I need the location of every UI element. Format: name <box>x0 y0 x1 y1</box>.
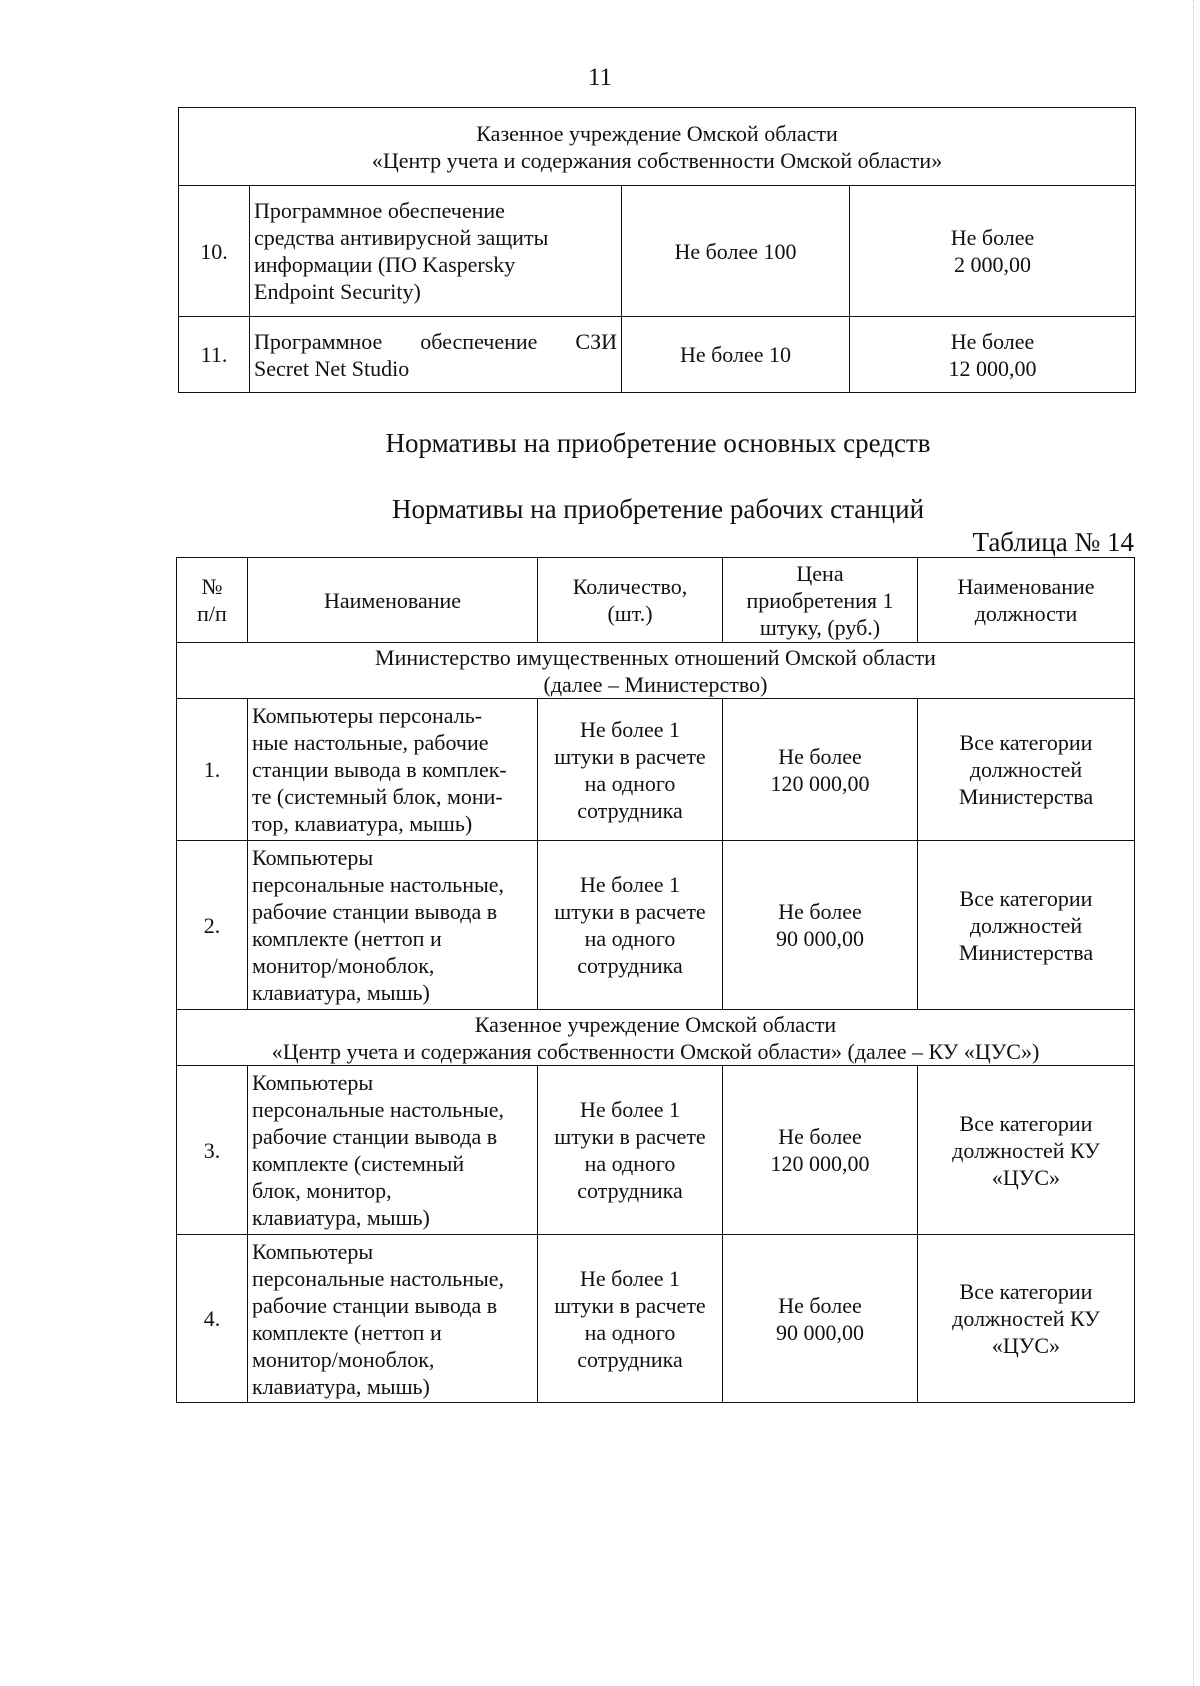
item-name-line: персональные настольные, <box>252 1265 505 1291</box>
price-line: Не более <box>778 1292 862 1318</box>
row-number: 11. <box>179 317 250 393</box>
price <box>723 1235 918 1403</box>
section-header-line: «Центр учета и содержания собственности Омской области» (далее – КУ «ЦУС») <box>271 1038 1040 1064</box>
item-name-line: клавиатура, мышь) <box>252 1205 430 1230</box>
row-number: 10. <box>179 186 250 317</box>
workstation-norms-table <box>176 557 1135 1403</box>
header-line: штуку, (руб.) <box>759 614 881 640</box>
quantity-line: сотрудника <box>577 953 683 978</box>
position <box>918 1235 1135 1403</box>
item-name-line: Программное обеспечение <box>254 198 505 223</box>
quantity-line: штуки в расчете <box>554 743 706 769</box>
table-row <box>177 1235 1135 1403</box>
item-name-line: рабочие станции вывода в <box>252 899 498 924</box>
row-number: 3. <box>177 1066 248 1235</box>
page-number: 11 <box>587 64 613 91</box>
quantity <box>538 1066 723 1235</box>
quantity-line: штуки в расчете <box>554 1124 706 1149</box>
item-name-line: Компьютеры <box>252 1238 374 1264</box>
header-line: № <box>201 574 223 599</box>
quantity <box>538 1235 723 1403</box>
table-caption: Таблица № 14 <box>972 527 1134 557</box>
header-line: Количество, <box>572 574 688 599</box>
position-line: Министерства <box>958 784 1094 809</box>
price-line: Не более <box>778 1124 862 1149</box>
item-name-line: рабочие станции вывода в <box>252 1124 498 1149</box>
position-line: «ЦУС» <box>991 1333 1061 1358</box>
table-row <box>177 841 1135 1010</box>
position <box>918 841 1135 1010</box>
item-name <box>250 186 622 317</box>
quantity-line: Не более 1 <box>579 1097 681 1122</box>
table-row <box>177 699 1135 841</box>
item-name-line: клавиатура, мышь) <box>252 980 430 1005</box>
item-name-line: Компьютеры персональ- <box>252 703 483 728</box>
row-number: 1. <box>177 699 248 841</box>
quantity-line: штуки в расчете <box>554 1292 706 1318</box>
price-line: 12 000,00 <box>948 355 1037 381</box>
item-name-line: персональные настольные, <box>252 1097 505 1122</box>
position-line: Все категории <box>959 1110 1093 1136</box>
item-name <box>248 1235 538 1403</box>
header-line: Цена <box>796 560 844 586</box>
column-header-quantity <box>538 558 723 643</box>
section-heading: Нормативы на приобретение основных средств <box>385 428 931 458</box>
item-name-line: Компьютеры <box>252 1070 374 1095</box>
price-line: 90 000,00 <box>776 926 864 951</box>
subsection-heading: Нормативы на приобретение рабочих станций <box>391 494 925 524</box>
position-line: должностей <box>969 912 1083 938</box>
table-row <box>177 1066 1135 1235</box>
price-line: Не более <box>778 743 862 769</box>
quantity-line: Не более 1 <box>579 872 681 897</box>
price-line: Не более <box>778 899 862 924</box>
column-header-name <box>248 558 538 643</box>
section-header <box>179 108 1136 186</box>
row-number: 4. <box>177 1235 248 1403</box>
position <box>918 699 1135 841</box>
section-header-line: Казенное учреждение Омской области <box>476 120 838 146</box>
column-header-number <box>177 558 248 643</box>
item-name-line: Endpoint Security) <box>254 279 421 304</box>
section-header <box>177 1010 1135 1066</box>
price-line: Не более <box>950 328 1035 354</box>
item-name-line: клавиатура, мышь) <box>252 1373 430 1399</box>
quantity-line: штуки в расчете <box>554 899 706 924</box>
section-header-line: Казенное учреждение Омской области <box>474 1011 837 1037</box>
header-line: п/п <box>197 601 227 626</box>
position <box>918 1066 1135 1235</box>
item-name-line: ные настольные, рабочие <box>252 730 489 755</box>
position-line: Все категории <box>959 730 1093 755</box>
header-line: должности <box>974 601 1078 626</box>
scan-edge-line <box>1192 0 1194 1686</box>
item-name-line: тор, клавиатура, мышь) <box>252 811 473 836</box>
item-name-line: Компьютеры <box>252 845 374 870</box>
section-header <box>177 643 1135 699</box>
price <box>723 841 918 1010</box>
position-line: «ЦУС» <box>991 1164 1061 1190</box>
item-name-line: информации (ПО Kaspersky <box>254 252 516 277</box>
table-row <box>179 186 1136 317</box>
section-header-line: Министерство имущественных отношений Омской области <box>375 644 936 670</box>
position-line: Министерства <box>958 939 1094 965</box>
header-line: Наименование <box>957 574 1095 599</box>
item-name-line: комплекте (системный <box>252 1151 465 1176</box>
table-header-row <box>177 558 1135 643</box>
section-header-line: «Центр учета и содержания собственности Омской области» <box>371 147 943 173</box>
item-name-line: средства антивирусной защиты <box>254 225 549 250</box>
quantity-line: на одного <box>584 770 676 796</box>
price-line: 2 000,00 <box>954 252 1032 277</box>
quantity-line: сотрудника <box>577 1346 683 1372</box>
item-name-line: комплекте (неттоп и <box>252 1319 442 1345</box>
quantity <box>538 699 723 841</box>
price-line: 120 000,00 <box>770 770 870 796</box>
item-name-line: рабочие станции вывода в <box>252 1292 498 1318</box>
position-line: должностей КУ <box>952 1306 1100 1331</box>
item-name-line: Secret Net Studio <box>254 355 410 381</box>
row-number: 2. <box>177 841 248 1010</box>
header-line: приобретения 1 <box>746 587 894 613</box>
price <box>723 1066 918 1235</box>
quantity-line: Не более 1 <box>579 1265 681 1291</box>
quantity-line: сотрудника <box>577 1178 683 1203</box>
item-name-line: Программное обеспечение СЗИ <box>254 328 617 354</box>
item-name-line: станции вывода в комплек- <box>252 757 507 782</box>
item-name <box>248 1066 538 1235</box>
price <box>850 186 1136 317</box>
quantity-line: на одного <box>584 926 676 951</box>
item-name-line: монитор/моноблок, <box>252 953 435 978</box>
software-norms-table <box>178 107 1136 393</box>
item-name <box>248 699 538 841</box>
column-header-position <box>918 558 1135 643</box>
quantity-line: Не более 1 <box>579 716 681 742</box>
header-line: (шт.) <box>607 601 653 626</box>
quantity-line: сотрудника <box>577 797 683 823</box>
section-header-line: (далее – Министерство) <box>543 671 768 697</box>
item-name-line: комплекте (неттоп и <box>252 926 442 951</box>
quantity-line: на одного <box>584 1319 676 1345</box>
position-line: Все категории <box>959 885 1093 911</box>
item-name-line: блок, монитор, <box>252 1178 392 1203</box>
price <box>850 317 1136 393</box>
quantity <box>538 841 723 1010</box>
item-name <box>248 841 538 1010</box>
price <box>723 699 918 841</box>
position-line: должностей КУ <box>952 1137 1100 1163</box>
header-line: Наименование <box>323 587 462 613</box>
position-line: должностей <box>969 757 1083 782</box>
item-name-line: монитор/моноблок, <box>252 1346 435 1372</box>
quantity: Не более 100 <box>622 186 850 317</box>
item-name-line: персональные настольные, <box>252 872 505 897</box>
column-header-price <box>723 558 918 643</box>
quantity: Не более 10 <box>622 317 850 393</box>
price-line: 120 000,00 <box>770 1151 870 1176</box>
quantity-line: на одного <box>584 1151 676 1176</box>
price-line: 90 000,00 <box>776 1319 864 1345</box>
item-name-line: те (системный блок, мони- <box>252 784 503 809</box>
table-row <box>179 317 1136 393</box>
price-line: Не более <box>950 225 1035 250</box>
item-name <box>250 317 622 393</box>
position-line: Все категории <box>959 1279 1093 1304</box>
